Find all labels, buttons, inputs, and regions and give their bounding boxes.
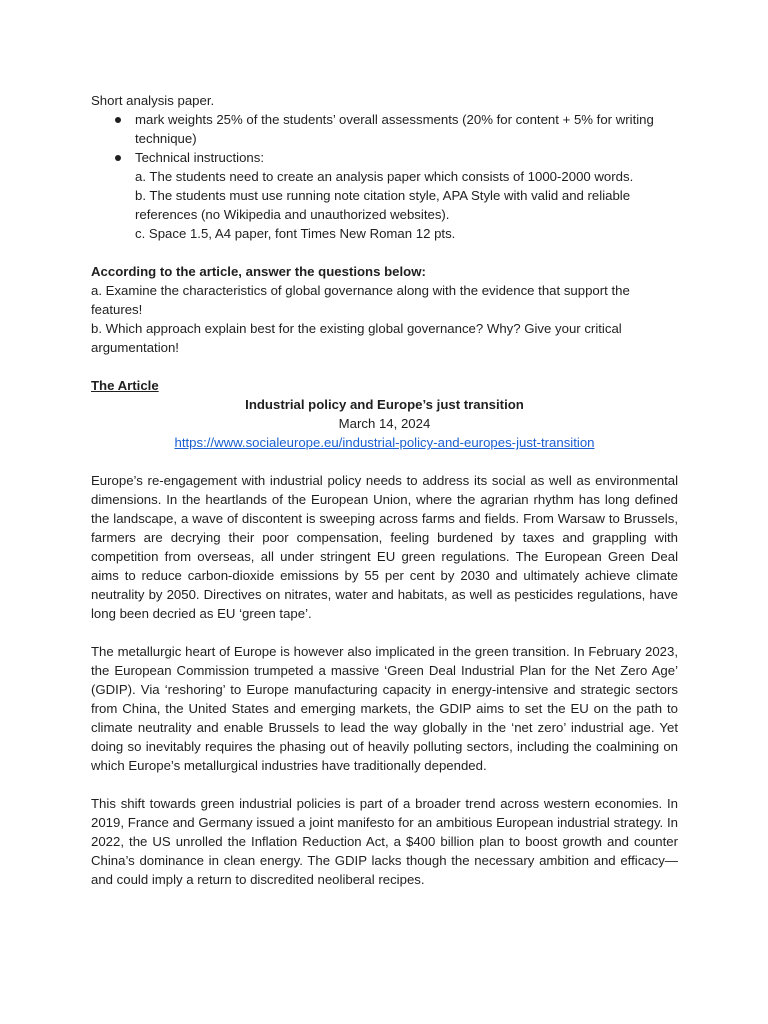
article-paragraph-3: This shift towards green industrial policies is part of a broader trend across western economies. In 2019, France and Germany issued a joint manifesto for an ambitious European industrial strategy. In 2022, the US unrolled the Inflation Reduction Act, a $400 billion plan to boost growth and counter China’s dominance in clean energy. The GDIP lacks though the necessary ambition and efficacy—and could imply a return to discredited neoliberal recipes. <box>91 796 678 887</box>
bullet-item-technical <box>91 148 678 243</box>
article-section-label: The Article <box>91 378 159 393</box>
sub-item-word-count: a. The students need to create an analysis paper which consists of 1000-2000 words. <box>135 169 634 184</box>
bullet-icon <box>115 155 121 161</box>
spacer <box>91 357 678 376</box>
bullet-text: mark weights 25% of the students’ overall assessments (20% for content + 5% for writing technique) <box>135 112 654 146</box>
bullet-icon <box>115 117 121 123</box>
article-paragraph-1: Europe’s re-engagement with industrial policy needs to address its social as well as environmental dimensions. In the heartlands of the European Union, where the agrarian rhythm has long defined the landscape, a wave of discontent is sweeping across farms and fields. From Warsaw to Brussels, farmers are decrying their poor compensation, feeling burdened by taxes and grappling with competition from overseas, all under stringent EU green regulations. The European Green Deal aims to reduce carbon-dioxide emissions by 55 per cent by 2030 and ultimately achieve climate neutrality by 2050. Directives on nitrates, water and habitats, as well as pesticides regulations, have long been decried as EU ‘green tape’. <box>91 473 678 621</box>
document-page <box>91 91 678 889</box>
bullet-text: Technical instructions: <box>135 150 265 165</box>
sub-item-format: c. Space 1.5, A4 paper, font Times New Roman 12 pts. <box>135 226 456 241</box>
bullet-item-weight <box>91 110 678 148</box>
article-section-heading <box>91 376 678 395</box>
question-b: b. Which approach explain best for the existing global governance? Why? Give your critical argumentation! <box>91 321 622 355</box>
article-date: March 14, 2024 <box>338 416 431 431</box>
spacer <box>91 775 678 794</box>
article-title: Industrial policy and Europe’s just transition <box>245 397 524 412</box>
article-link[interactable]: https://www.socialeurope.eu/industrial-policy-and-europes-just-transition <box>174 435 595 450</box>
spacer <box>91 623 678 642</box>
questions-heading: According to the article, answer the questions below: <box>91 264 426 279</box>
article-link-line <box>91 433 678 452</box>
intro-heading: Short analysis paper. <box>91 93 215 108</box>
instructions-list <box>91 110 678 243</box>
spacer <box>91 243 678 262</box>
question-a: a. Examine the characteristics of global governance along with the evidence that support the features! <box>91 283 630 317</box>
spacer <box>91 452 678 471</box>
sub-item-citation: b. The students must use running note citation style, APA Style with valid and reliable references (no Wikipedia and unauthorized websites). <box>135 188 631 222</box>
article-paragraph-2: The metallurgic heart of Europe is however also implicated in the green transition. In February 2023, the European Commission trumpeted a massive ‘Green Deal Industrial Plan for the Net Zero Age’ (GDIP). Via ‘reshoring’ to Europe manufacturing capacity in energy-intensive and strategic sectors from China, the United States and emerging markets, the GDIP aims to set the EU on the path to climate neutrality and enable Brussels to lead the way globally in the ‘net zero’ industrial age. Yet doing so inevitably requires the phasing out of heavily polluting sectors, including the coalmining on which Europe’s metallurgical industries have traditionally depended. <box>91 644 678 773</box>
